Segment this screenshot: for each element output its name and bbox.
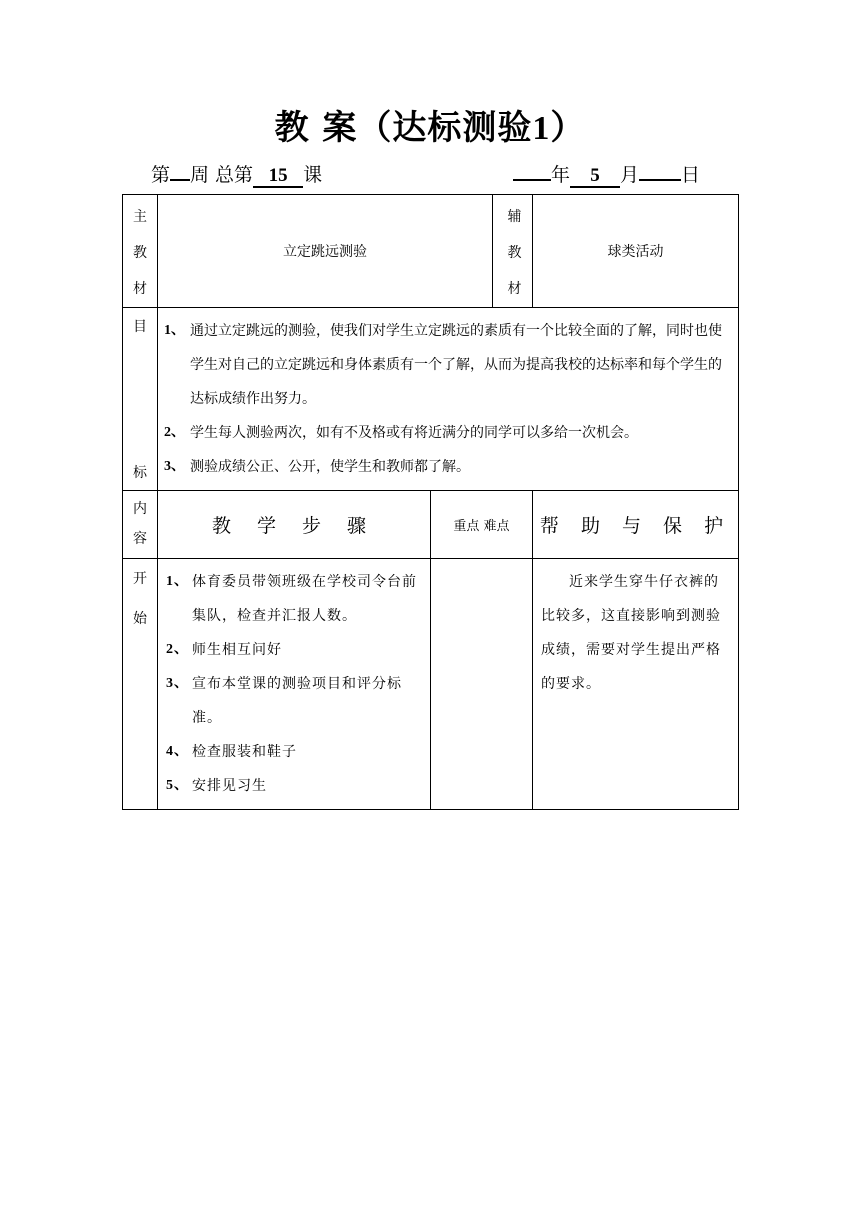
main-material-value: 立定跳远测验 <box>158 195 493 308</box>
list-item <box>164 314 734 416</box>
goals-label-top: 目 <box>133 319 147 335</box>
aux-material-value: 球类活动 <box>533 195 739 308</box>
label-char: 教 <box>133 245 147 261</box>
title-text: 教 案（达标测验 <box>274 108 533 148</box>
start-label <box>123 559 158 810</box>
lesson-number-field[interactable]: 15 <box>253 166 303 188</box>
week-field[interactable] <box>170 179 190 181</box>
goals-label <box>123 308 158 491</box>
item-text: 检查服装和鞋子 <box>192 744 297 760</box>
item-number: 4、 <box>166 744 189 759</box>
list-item <box>164 416 734 450</box>
goals-list <box>158 308 739 491</box>
label-char: 内 <box>133 501 147 517</box>
goals-label-bottom: 标 <box>133 465 147 481</box>
list-item <box>166 735 424 769</box>
label-char: 始 <box>133 611 147 627</box>
key-points-header: 重点 难点 <box>431 491 533 559</box>
list-item <box>166 633 424 667</box>
start-row <box>123 559 739 810</box>
item-text: 测验成绩公正、公开，使学生和教师都了解。 <box>190 459 470 475</box>
label-char: 容 <box>133 531 147 547</box>
label-char: 材 <box>133 281 147 297</box>
item-number: 1、 <box>166 574 189 589</box>
page-title <box>0 100 860 149</box>
start-help-note: 近来学生穿牛仔衣裤的比较多，这直接影响到测验成绩，需要对学生提出严格的要求。 <box>533 559 739 810</box>
lesson-meta <box>151 160 700 186</box>
month-field[interactable]: 5 <box>570 166 620 188</box>
label-char: 材 <box>507 281 522 297</box>
meta-zhou: 周 总第 <box>190 164 254 186</box>
aux-material-label <box>493 195 533 308</box>
item-number: 2、 <box>166 642 189 657</box>
meta-ke: 课 <box>303 164 323 186</box>
start-key-points <box>431 559 533 810</box>
meta-nian: 年 <box>550 164 570 186</box>
item-text: 师生相互问好 <box>192 642 282 658</box>
lesson-plan-table <box>122 194 739 810</box>
item-number: 2、 <box>164 425 185 440</box>
lesson-number-line <box>151 160 322 188</box>
list-item <box>166 769 424 803</box>
item-text: 学生每人测验两次，如有不及格或有将近满分的同学可以多给一次机会。 <box>190 425 638 441</box>
item-text: 安排见习生 <box>192 778 267 794</box>
title-number: 1 <box>532 110 551 147</box>
title-close: ） <box>550 108 586 148</box>
label-char: 主 <box>133 209 147 225</box>
help-protection-header: 帮 助 与 保 护 <box>533 491 739 559</box>
content-header-row <box>123 491 739 559</box>
main-material-label <box>123 195 158 308</box>
year-field[interactable] <box>513 179 551 181</box>
item-number: 5、 <box>166 778 189 793</box>
content-label <box>123 491 158 559</box>
meta-ri: 日 <box>680 164 700 186</box>
day-field[interactable] <box>639 179 681 181</box>
start-steps-list <box>158 559 431 810</box>
list-item <box>164 450 734 484</box>
item-number: 1、 <box>164 323 185 338</box>
meta-di: 第 <box>151 164 171 186</box>
list-item <box>166 565 424 633</box>
materials-row <box>123 195 739 308</box>
goals-row <box>123 308 739 491</box>
label-char: 辅 <box>507 209 522 225</box>
meta-yue: 月 <box>619 164 639 186</box>
item-text: 体育委员带领班级在学校司令台前集队，检查并汇报人数。 <box>192 574 417 624</box>
label-char: 教 <box>507 245 522 261</box>
item-text: 宣布本堂课的测验项目和评分标准。 <box>192 676 402 726</box>
item-text: 通过立定跳远的测验，使我们对学生立定跳远的素质有一个比较全面的了解，同时也使学生对自己的立定跳远和身体素质有一个了解，从而为提高我校的达标率和每个学生的达标成绩作出努力。 <box>190 323 722 407</box>
label-char: 开 <box>133 571 147 587</box>
list-item <box>166 667 424 735</box>
item-number: 3、 <box>166 676 189 691</box>
date-line <box>513 160 700 188</box>
item-number: 3、 <box>164 459 185 474</box>
teaching-steps-header: 教 学 步 骤 <box>158 491 431 559</box>
